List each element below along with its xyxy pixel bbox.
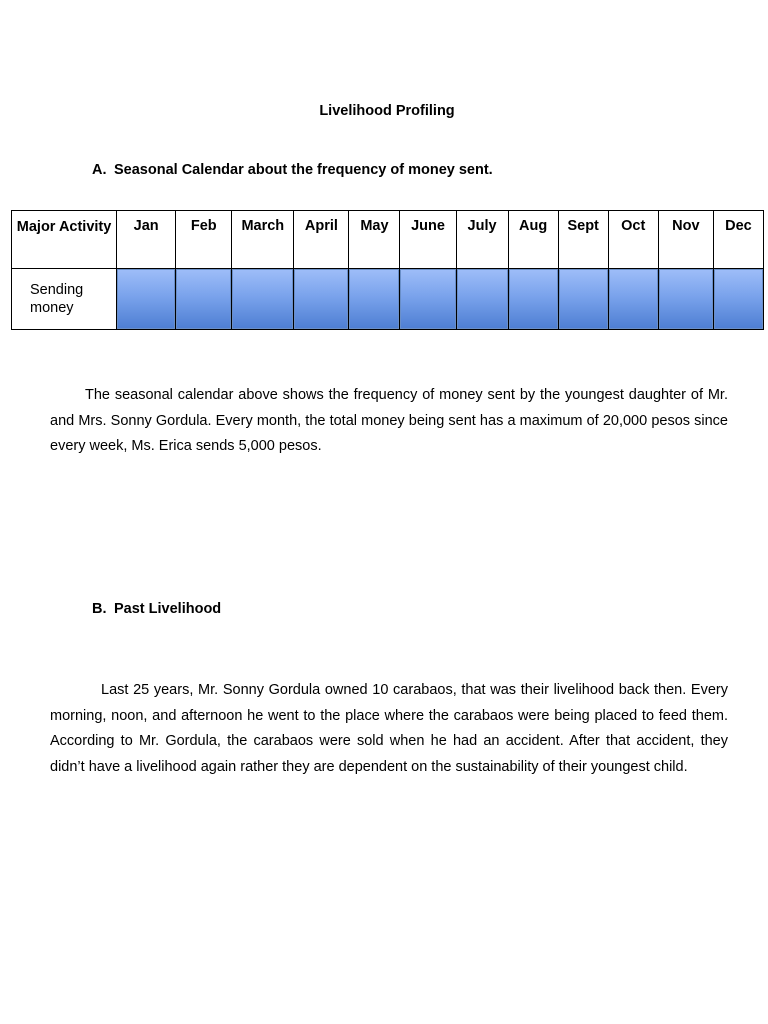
page-title: Livelihood Profiling	[319, 103, 455, 119]
month-header-feb: Feb	[176, 211, 232, 269]
section-b-paragraph: Last 25 years, Mr. Sonny Gordula owned 10 carabaos, that was their livelihood back then. Every morning, noon, and afternoon he went to the place where the carabaos were being placed to feed them. According to Mr. Gordula, the carabaos were sold when he had an accident. After that accident, they didn’t have a livelihood again rather they are dependent on the sustainability of their youngest child.	[50, 682, 728, 775]
month-header-july: July	[456, 211, 508, 269]
month-header-june: June	[400, 211, 456, 269]
activity-fill	[714, 269, 763, 329]
month-header-dec: Dec	[713, 211, 763, 269]
month-cell-dec	[713, 269, 763, 330]
month-cell-march	[232, 269, 294, 330]
section-b-heading-text: Past Livelihood	[114, 601, 222, 617]
activity-fill	[509, 269, 558, 329]
month-header-may: May	[349, 211, 400, 269]
section-a-marker: A.	[92, 162, 107, 178]
activity-fill	[659, 269, 713, 329]
month-cell-jan	[117, 269, 176, 330]
activity-fill	[400, 269, 455, 329]
month-cell-aug	[508, 269, 558, 330]
activity-fill	[176, 269, 231, 329]
activity-fill	[609, 269, 658, 329]
activity-label: Sending money	[12, 269, 117, 330]
calendar-header-row	[12, 211, 764, 269]
month-header-sept: Sept	[558, 211, 608, 269]
month-header-aug: Aug	[508, 211, 558, 269]
month-cell-april	[294, 269, 349, 330]
activity-fill	[232, 269, 293, 329]
seasonal-calendar-table	[11, 210, 764, 330]
section-a-heading-text: Seasonal Calendar about the frequency of money sent.	[114, 162, 493, 178]
activity-fill	[559, 269, 608, 329]
table-row	[12, 269, 764, 330]
section-b-marker: B.	[92, 601, 107, 617]
activity-fill	[349, 269, 399, 329]
month-header-march: March	[232, 211, 294, 269]
month-header-jan: Jan	[117, 211, 176, 269]
section-b-heading	[92, 601, 221, 617]
month-cell-nov	[658, 269, 713, 330]
section-a-paragraph: The seasonal calendar above shows the frequency of money sent by the youngest daughter of Mr. and Mrs. Sonny Gordula. Every month, the total money being sent has a maximum of 20,000 pesos since every week, Ms. Erica sends 5,000 pesos.	[50, 387, 728, 455]
activity-fill	[294, 269, 348, 329]
activity-fill	[457, 269, 508, 329]
month-header-april: April	[294, 211, 349, 269]
month-header-nov: Nov	[658, 211, 713, 269]
major-activity-header: Major Activity	[12, 211, 117, 269]
month-header-oct: Oct	[608, 211, 658, 269]
month-cell-may	[349, 269, 400, 330]
month-cell-sept	[558, 269, 608, 330]
month-cell-oct	[608, 269, 658, 330]
month-cell-june	[400, 269, 456, 330]
activity-fill	[117, 269, 175, 329]
section-a-heading	[92, 162, 493, 178]
month-cell-july	[456, 269, 508, 330]
month-cell-feb	[176, 269, 232, 330]
calendar-body	[12, 269, 764, 330]
